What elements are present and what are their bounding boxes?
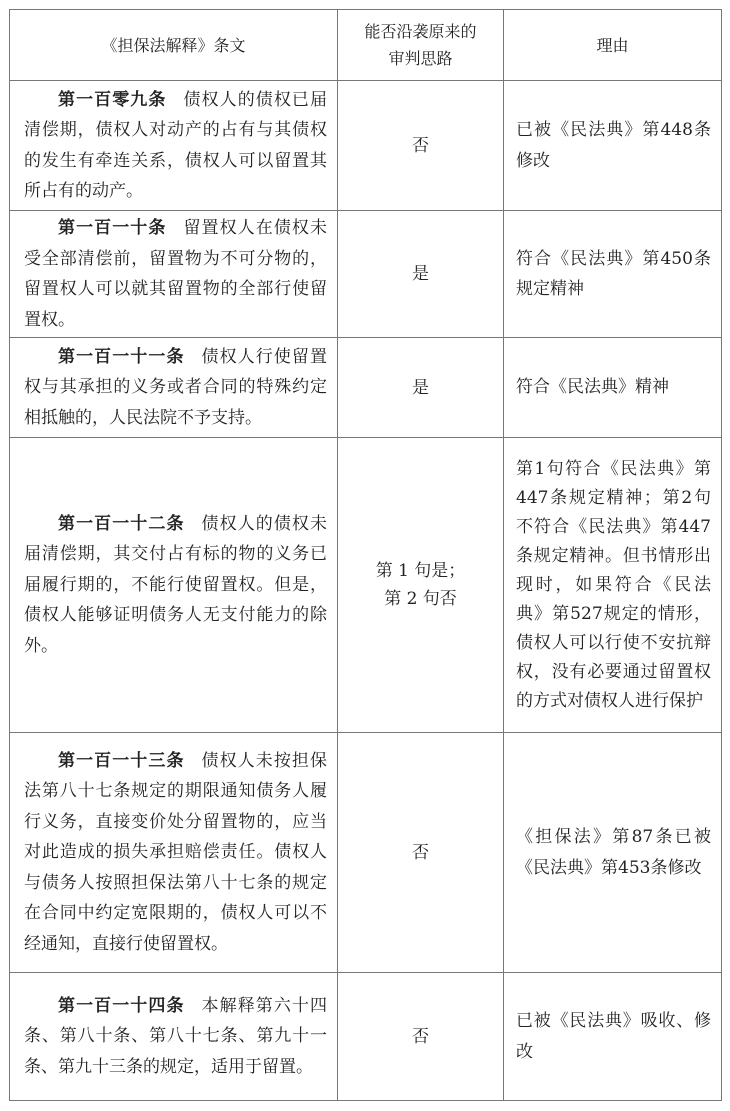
- header-article: 《担保法解释》条文: [10, 10, 338, 81]
- article-number: 第一百一十四条: [58, 995, 185, 1016]
- article-cell: [10, 733, 338, 973]
- verdict-line: 第 1 句是；: [375, 561, 466, 581]
- article-cell: [10, 973, 338, 1101]
- guarantee-interpretation-table: [9, 9, 722, 1101]
- table-row: [10, 81, 722, 211]
- article-cell: [10, 438, 338, 733]
- table-row: [10, 733, 722, 973]
- reason-cell: 已被《民法典》吸收、修改: [504, 973, 722, 1101]
- header-reason: 理由: [504, 10, 722, 81]
- article-cell: [10, 81, 338, 211]
- article-cell: [10, 211, 338, 338]
- article-text: 债权人的债权未届清偿期，其交付占有标的物的义务已届履行期的，不能行使留置权。但是，债权人能够证明债务人无支付能力的除外。: [24, 513, 328, 656]
- article-text: 债权人未按担保法第八十七条规定的期限通知债务人履行义务，直接变价处分留置物的，应当对此造成的损失承担赔偿责任。债权人与债务人按照担保法第八十七条的规定在合同中约定宽限期的，债权人可以不经通知，直接行使留置权。: [24, 750, 328, 954]
- reason-cell: 《担保法》第87条已被《民法典》第453条修改: [504, 733, 722, 973]
- article-text: 留置权人在债权未受全部清偿前，留置物为不可分物的，留置权人可以就其留置物的全部行使留置权。: [24, 218, 328, 330]
- article-text: 债权人行使留置权与其承担的义务或者合同的特殊约定相抵触的，人民法院不予支持。: [24, 346, 328, 428]
- header-verdict: 能否沿袭原来的审判思路: [338, 10, 504, 81]
- verdict-cell: [338, 438, 504, 733]
- article-text: 债权人的债权已届清偿期，债权人对动产的占有与其债权的发生有牵连关系，债权人可以留置其所占有的动产。: [24, 89, 328, 201]
- verdict-line: 第 2 句否: [384, 589, 457, 609]
- reason-cell: 第1句符合《民法典》第447条规定精神；第2句不符合《民法典》第447条规定精神。但书情形出现时，如果符合《民法典》第527规定的情形，债权人可以行使不安抗辩权，没有必要通过留置权的方式对债权人进行保护: [504, 438, 722, 733]
- article-number: 第一百一十一条: [58, 346, 185, 367]
- verdict-cell: 是: [338, 338, 504, 438]
- table-row: [10, 973, 722, 1101]
- reason-cell: 符合《民法典》第450条规定精神: [504, 211, 722, 338]
- verdict-cell: 是: [338, 211, 504, 338]
- table-row: [10, 211, 722, 338]
- article-text: 本解释第六十四条、第八十条、第八十七条、第九十一条、第九十三条的规定，适用于留置。: [24, 995, 328, 1077]
- reason-cell: 符合《民法典》精神: [504, 338, 722, 438]
- article-number: 第一百零九条: [58, 89, 167, 110]
- article-number: 第一百一十二条: [58, 513, 185, 534]
- verdict-cell: 否: [338, 733, 504, 973]
- table-row: [10, 338, 722, 438]
- verdict-cell: 否: [338, 973, 504, 1101]
- table-header-row: [10, 10, 722, 81]
- reason-cell: 已被《民法典》第448条修改: [504, 81, 722, 211]
- article-cell: [10, 338, 338, 438]
- verdict-cell: 否: [338, 81, 504, 211]
- table-row: [10, 438, 722, 733]
- article-number: 第一百一十条: [58, 218, 167, 238]
- article-number: 第一百一十三条: [58, 750, 185, 771]
